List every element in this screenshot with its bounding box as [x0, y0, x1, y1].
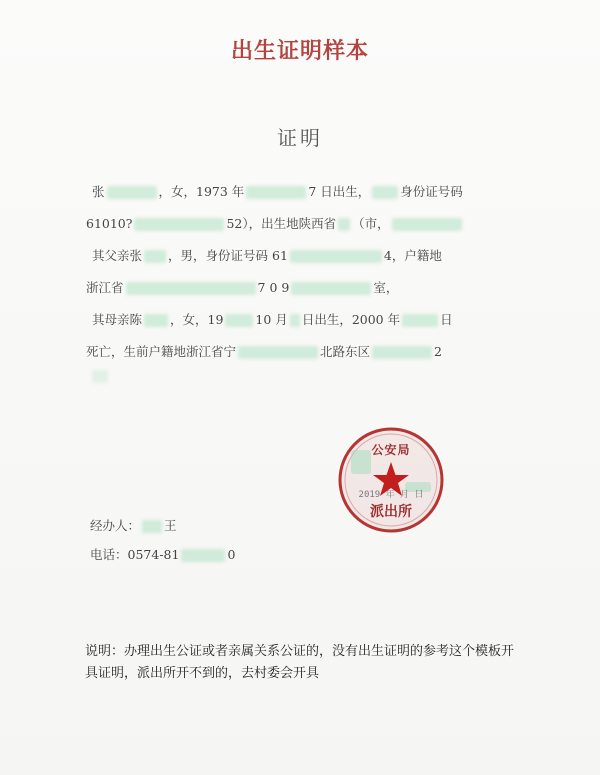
line4-b: 7 0 9: [257, 280, 290, 295]
line3-b: ，男，身份证号码 61: [168, 248, 288, 263]
line1-a: 张: [92, 184, 105, 199]
redacted-mark: [291, 282, 371, 295]
handler-value: 王: [164, 518, 177, 533]
redacted-mark: [107, 186, 157, 199]
line6-a: 死亡，生前户籍地浙江省宁: [86, 344, 237, 359]
line3-a: 其父亲张: [92, 248, 143, 263]
seal-bottom-text: 派出所: [370, 504, 412, 520]
line3-c: 4，户籍地: [383, 248, 442, 263]
redacted-mark: [290, 250, 382, 263]
line5-c: 10 月: [255, 312, 288, 327]
redacted-mark: [134, 218, 224, 231]
line4-a: 浙江省: [86, 280, 124, 295]
redacted-mark: [92, 370, 108, 383]
handler-line: [90, 516, 177, 534]
seal-top-text: 公安局: [371, 443, 411, 457]
redacted-mark: [181, 549, 225, 562]
redacted-mark: [238, 346, 318, 359]
body-line-1: [92, 186, 463, 199]
line6-b: 北路东区: [320, 344, 371, 359]
phone-line: [90, 545, 235, 563]
official-seal: [337, 426, 445, 534]
redacted-mark: [225, 314, 253, 327]
phone-value-start: 0574-81: [127, 547, 180, 562]
body-line-2: [86, 218, 464, 231]
phone-value-end: 0: [227, 547, 236, 562]
line2-b: 52），出生地陕西省: [226, 216, 337, 231]
line5-d: 日出生，2000 年: [301, 312, 401, 327]
redacted-mark: [402, 314, 438, 327]
body-line-6: [86, 346, 442, 359]
redacted-mark: [144, 250, 166, 263]
body-line-3: [92, 250, 442, 263]
line1-b: ，女，1973 年: [158, 184, 245, 199]
line6-c: 2: [434, 344, 442, 359]
line4-c: 室，: [373, 280, 399, 295]
redacted-mark: [372, 346, 432, 359]
line2-a: 61010?: [86, 216, 133, 231]
body-line-7: [90, 370, 110, 383]
line1-d: 身份证号码: [400, 184, 463, 199]
seal-date: 2019 年 月 日: [358, 490, 424, 500]
line5-e: 日: [440, 312, 453, 327]
redacted-mark: [144, 314, 168, 327]
redacted-mark: [372, 186, 398, 199]
redacted-mark: [142, 520, 162, 533]
body-line-4: [86, 282, 398, 295]
line5-b: ，女，19: [170, 312, 224, 327]
body-line-5: [92, 314, 453, 327]
redacted-mark: [392, 218, 462, 231]
redacted-mark: [126, 282, 256, 295]
note-text: 说明：办理出生公证或者亲属关系公证的，没有出生证明的参考这个模板开具证明，派出所开不到的，去村委会开具: [85, 644, 515, 681]
redacted-mark: [246, 186, 306, 199]
line1-c: 7 日出生，: [308, 184, 371, 199]
redacted-mark: [338, 218, 350, 231]
phone-label: 电话：: [90, 547, 128, 562]
certificate-title: 证明: [277, 126, 323, 150]
line2-c: （市，: [352, 216, 390, 231]
redacted-mark: [290, 314, 300, 327]
line5-a: 其母亲陈: [92, 312, 143, 327]
document-header-title: 出生证明样本: [230, 39, 369, 64]
handler-label: 经办人：: [90, 518, 141, 533]
